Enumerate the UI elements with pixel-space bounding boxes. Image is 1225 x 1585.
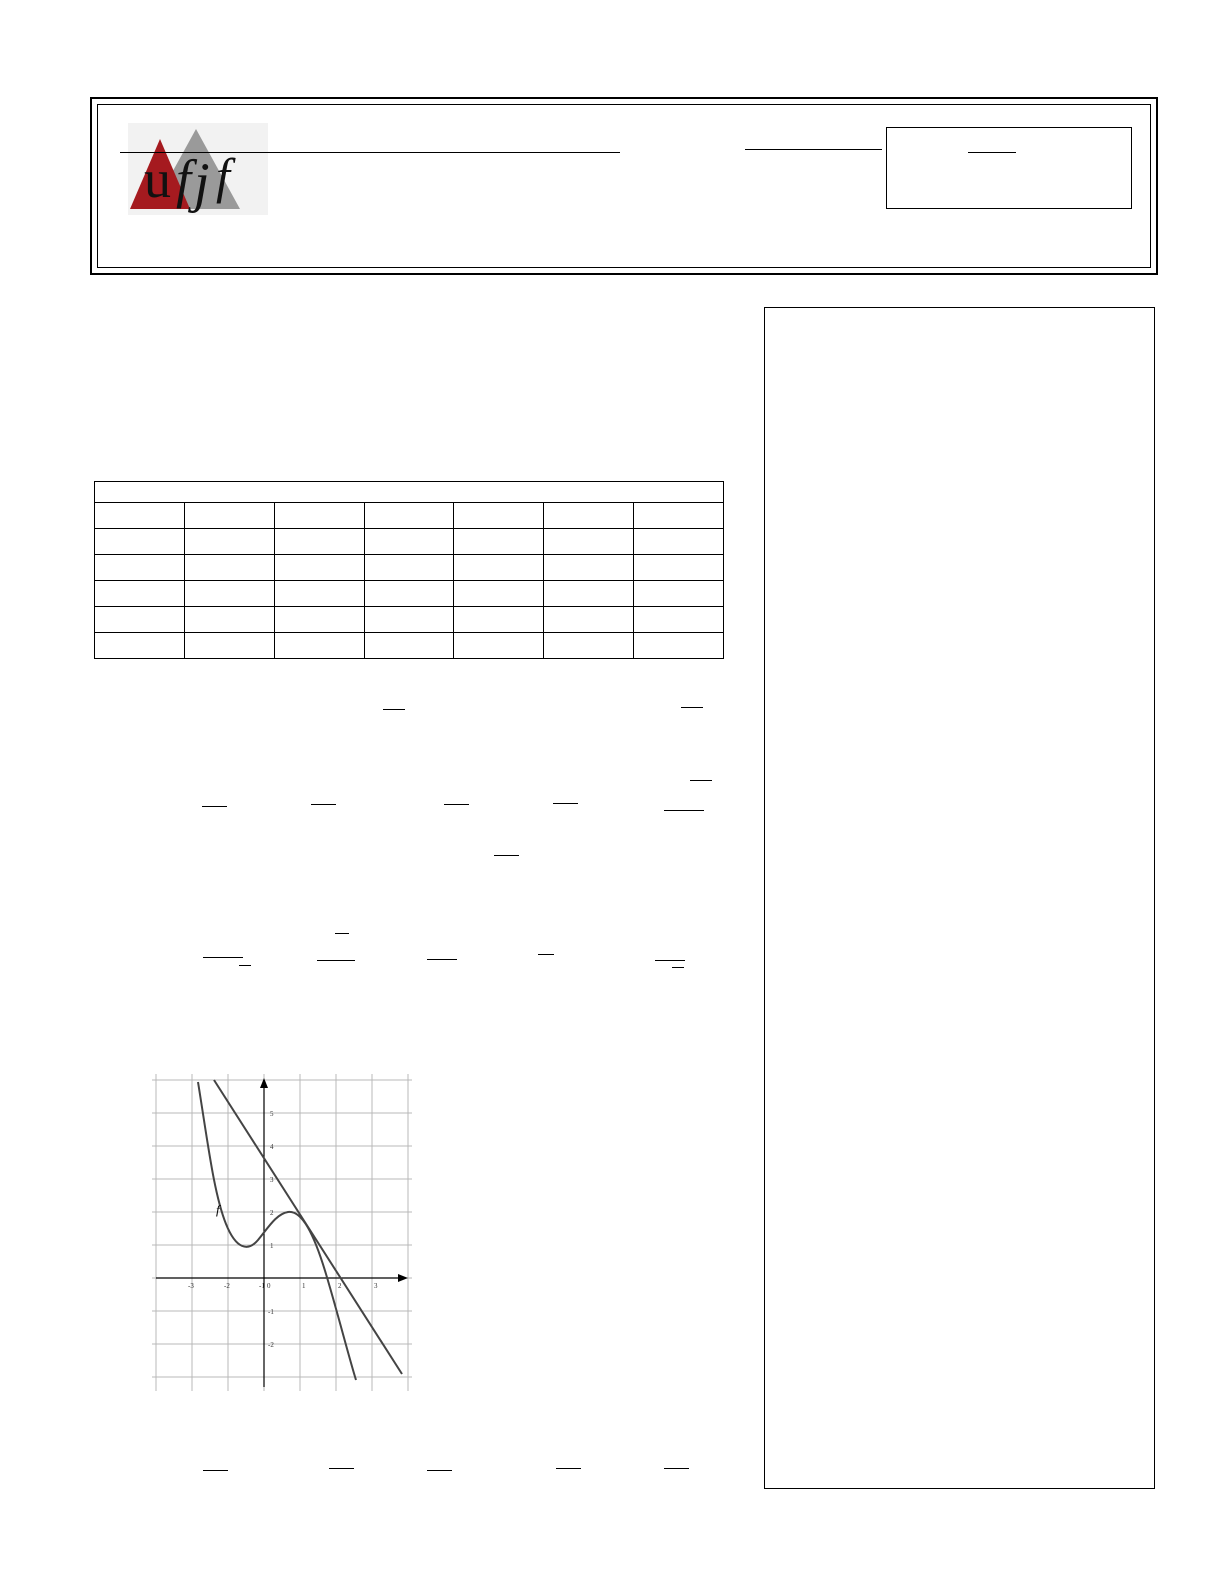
svg-text:2: 2: [338, 1282, 342, 1290]
svg-text:-3: -3: [188, 1282, 194, 1290]
table-cell: [544, 581, 634, 607]
code-box: [886, 127, 1132, 209]
svg-text:-2: -2: [224, 1282, 230, 1290]
svg-text:f: f: [216, 148, 230, 204]
table-cell: [364, 503, 454, 529]
table-cell: [364, 633, 454, 659]
table-row: [95, 581, 724, 607]
table-cell: [634, 503, 724, 529]
table-cell: [274, 581, 364, 607]
svg-text:4: 4: [270, 1143, 274, 1151]
blank-1: [383, 709, 405, 710]
grid-lines: [152, 1074, 412, 1391]
blank-15: [538, 954, 554, 955]
table-cell: [95, 529, 185, 555]
blank-16: [655, 960, 685, 961]
ufjf-logo: [128, 123, 268, 215]
table-cell: [184, 633, 274, 659]
table-cell: [364, 529, 454, 555]
header-title-rule: [120, 152, 620, 153]
table-row: [95, 607, 724, 633]
blank-4: [202, 806, 227, 807]
table-row: [95, 503, 724, 529]
svg-text:3: 3: [374, 1282, 378, 1290]
table-cell: [274, 503, 364, 529]
table-cell: [544, 529, 634, 555]
svg-text:0: 0: [267, 1282, 271, 1290]
document-header: [90, 97, 1158, 275]
table-cell: [634, 529, 724, 555]
svg-text:-1: -1: [259, 1282, 265, 1290]
header-mid-rule: [745, 149, 882, 150]
table-cell: [454, 555, 544, 581]
table-cell: [634, 607, 724, 633]
table-cell: [184, 555, 274, 581]
blank-13: [317, 960, 355, 961]
header-inner-border: [97, 104, 1151, 268]
blank-18: [203, 1470, 228, 1471]
blank-12: [239, 965, 251, 966]
table-cell: [544, 555, 634, 581]
blank-3: [690, 780, 712, 781]
svg-text:j: j: [194, 152, 210, 214]
svg-text:-2: -2: [268, 1341, 274, 1349]
blank-7: [553, 803, 578, 804]
table-cell: [634, 581, 724, 607]
svg-text:3: 3: [270, 1176, 274, 1184]
table-cell: [95, 633, 185, 659]
table-cell: [364, 581, 454, 607]
table-cell: [95, 581, 185, 607]
blank-17: [672, 967, 684, 968]
table-cell: [274, 633, 364, 659]
function-graph-figure: [152, 1074, 412, 1391]
blank-11: [203, 957, 243, 958]
table-cell: [634, 555, 724, 581]
table-cell: [544, 503, 634, 529]
blank-6: [444, 804, 469, 805]
table-cell: [544, 607, 634, 633]
table-cell: [544, 633, 634, 659]
svg-text:1: 1: [302, 1282, 306, 1290]
table-cell: [184, 581, 274, 607]
table-cell: [364, 555, 454, 581]
blank-10: [335, 933, 349, 934]
svg-text:f: f: [176, 149, 192, 209]
table-cell: [184, 607, 274, 633]
table-cell: [274, 607, 364, 633]
table-row: [95, 529, 724, 555]
header-right-rule: [968, 152, 1016, 153]
curve-f: [198, 1082, 356, 1380]
blank-19: [329, 1468, 354, 1469]
svg-text:5: 5: [270, 1110, 274, 1118]
svg-text:1: 1: [270, 1242, 274, 1250]
table-header-row: [95, 482, 724, 503]
table-header-cell: [95, 482, 724, 503]
table-cell: [364, 607, 454, 633]
svg-text:2: 2: [270, 1209, 274, 1217]
blank-5: [311, 804, 336, 805]
table-row: [95, 555, 724, 581]
table-cell: [634, 633, 724, 659]
svg-text:u: u: [144, 149, 171, 209]
table-cell: [454, 581, 544, 607]
right-answer-panel: [764, 307, 1155, 1489]
table-cell: [454, 503, 544, 529]
data-table: [94, 481, 724, 659]
table-cell: [274, 529, 364, 555]
table-body: [95, 482, 724, 659]
table-row: [95, 633, 724, 659]
table-cell: [184, 529, 274, 555]
table-cell: [95, 503, 185, 529]
blank-8: [664, 810, 704, 811]
table-cell: [184, 503, 274, 529]
axes: [156, 1078, 408, 1387]
tangent-line: [214, 1080, 402, 1374]
blank-20: [427, 1470, 452, 1471]
table-cell: [454, 607, 544, 633]
blank-22: [664, 1468, 689, 1469]
table-cell: [95, 607, 185, 633]
blank-9: [494, 855, 519, 856]
blank-2: [681, 707, 703, 708]
svg-text:-1: -1: [268, 1308, 274, 1316]
blank-21: [556, 1468, 581, 1469]
table-cell: [454, 529, 544, 555]
table-cell: [95, 555, 185, 581]
curve-label: f: [216, 1202, 220, 1217]
table-cell: [454, 633, 544, 659]
table-cell: [274, 555, 364, 581]
blank-14: [427, 959, 457, 960]
